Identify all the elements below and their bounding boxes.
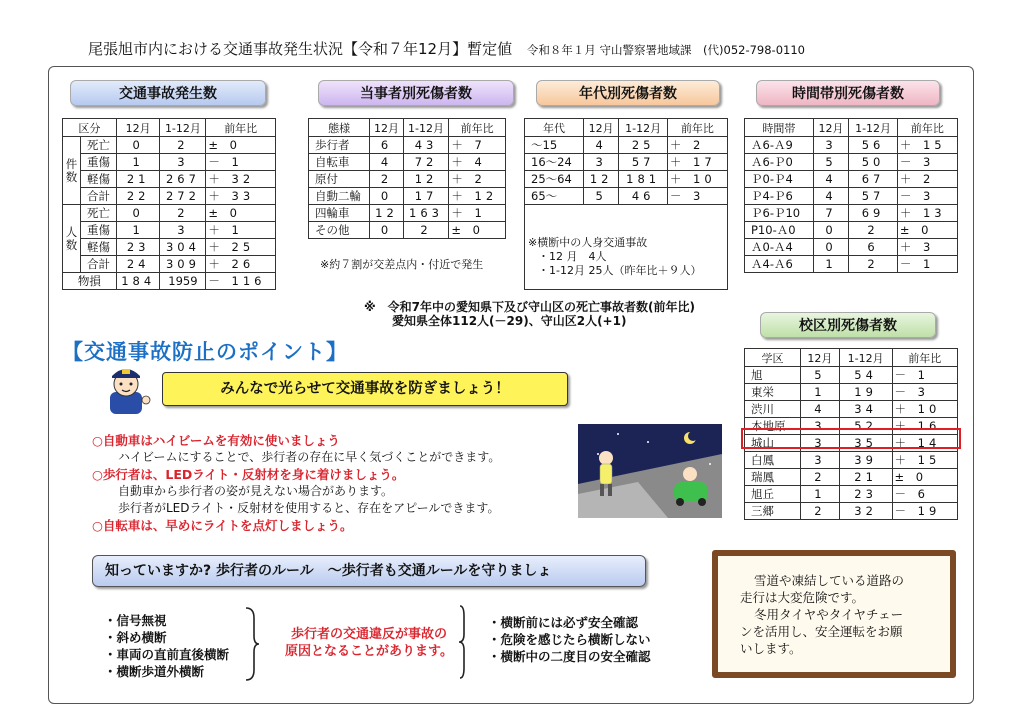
table-row [525, 137, 728, 154]
ytd-value: 54 [839, 367, 892, 384]
yoy-change: － 6 [892, 486, 957, 503]
ytd-value: 1959 [160, 273, 206, 290]
ytd-value: 272 [160, 188, 206, 205]
rule-item: ・横断中の二度目の安全確認 [488, 649, 651, 664]
table-row [309, 188, 506, 205]
yoy-change: － 3 [667, 188, 727, 205]
column-header: 区分 [63, 119, 117, 137]
yoy-change: ＋ 26 [206, 256, 276, 273]
row-label: 瑞鳳 [745, 469, 801, 486]
table-header-row [745, 349, 958, 367]
ytd-value: 2 [403, 222, 449, 239]
yoy-change: ± 0 [206, 205, 276, 222]
ytd-value: 12 [403, 171, 449, 188]
month-value: 1 [801, 384, 840, 401]
yoy-change: ＋ 25 [206, 239, 276, 256]
table-row [309, 137, 506, 154]
month-value: 184 [116, 273, 160, 290]
ytd-value: 56 [849, 137, 898, 154]
slogan-banner: みんなで光らせて交通事故を防ぎましょう！ [162, 372, 568, 406]
rule-item: ・横断前には必ず安全確認 [488, 615, 639, 630]
yoy-change: ＋ 33 [206, 188, 276, 205]
points-title: 【交通事故防止のポイント】 [62, 340, 348, 364]
yoy-change: － 19 [892, 503, 957, 520]
row-label: 死亡 [81, 205, 117, 222]
month-value: 4 [370, 154, 403, 171]
column-header: 12月 [813, 119, 849, 137]
column-header: 1-12月 [849, 119, 898, 137]
yoy-change: － 1 [897, 256, 957, 273]
column-header: 1-12月 [160, 119, 206, 137]
rules-banner: 知っていますか? 歩行者のルール ～歩行者も交通ルールを守りましょ [92, 555, 646, 587]
row-label: 重傷 [81, 222, 117, 239]
table-row [745, 401, 958, 418]
group-label: 人 数 [63, 205, 81, 273]
police-officer-illustration [100, 362, 152, 414]
ytd-value: 304 [160, 239, 206, 256]
table-row [525, 188, 728, 205]
yoy-change: ＋ 4 [449, 154, 506, 171]
month-value: 5 [583, 188, 619, 205]
column-header: 年代 [525, 119, 584, 137]
column-header: 態様 [309, 119, 370, 137]
table-row [745, 171, 958, 188]
night-road-illustration [578, 424, 722, 518]
row-label: Ｐ0-Ｐ4 [745, 171, 814, 188]
table-row [63, 256, 276, 273]
age-table [524, 118, 728, 205]
party-table [308, 118, 506, 239]
table-row [63, 188, 276, 205]
row-label: 歩行者 [309, 137, 370, 154]
winter-line: ンを活用し、安全運転をお願 [740, 624, 903, 639]
row-label: Ｐ6-Ｐ10 [745, 205, 814, 222]
yoy-change: ＋ 2 [897, 171, 957, 188]
ytd-value: 163 [403, 205, 449, 222]
yoy-change: ＋ 1 [449, 205, 506, 222]
yoy-change: ＋ 10 [667, 171, 727, 188]
winter-text [740, 572, 948, 657]
rule-item: ・斜め横断 [104, 630, 167, 645]
row-label: 軽傷 [81, 239, 117, 256]
ytd-value: 69 [849, 205, 898, 222]
month-value: 4 [583, 137, 619, 154]
month-value: 0 [370, 222, 403, 239]
month-value: 3 [801, 435, 840, 452]
yoy-change: ± 0 [897, 222, 957, 239]
page-title [88, 38, 805, 59]
yoy-change: ＋ 15 [892, 452, 957, 469]
month-value: 2 [801, 503, 840, 520]
month-value: 0 [813, 222, 849, 239]
row-label: 65～ [525, 188, 584, 205]
month-value: 1 [801, 486, 840, 503]
month-value: 1 [116, 222, 160, 239]
table-row [63, 171, 276, 188]
row-label: 原付 [309, 171, 370, 188]
table-row [309, 205, 506, 222]
ytd-value: 2 [160, 137, 206, 154]
ytd-value: 23 [839, 486, 892, 503]
column-header: 前年比 [449, 119, 506, 137]
row-label: 16～24 [525, 154, 584, 171]
row-label: 25～64 [525, 171, 584, 188]
month-value: 5 [801, 367, 840, 384]
month-value: 3 [813, 137, 849, 154]
ytd-value: 17 [403, 188, 449, 205]
yoy-change: ＋ 10 [892, 401, 957, 418]
title-text: 尾張旭市内における交通事故発生状況【令和７年12月】暫定値 [88, 40, 513, 58]
yoy-change: ＋ 17 [667, 154, 727, 171]
winter-line: 冬用タイヤやタイヤチェー [754, 607, 904, 622]
fatal-note-line1: ※ 令和7年中の愛知県下及び守山区の死亡事故者数(前年比) [364, 300, 695, 314]
right-brace [458, 604, 474, 680]
month-value: 22 [116, 188, 160, 205]
column-header: 1-12月 [619, 119, 667, 137]
row-label: 自転車 [309, 154, 370, 171]
month-value: 7 [813, 205, 849, 222]
age-note-title: ※横断中の人身交通事故 [528, 236, 648, 249]
rules-right-list [488, 614, 651, 665]
column-header: 前年比 [892, 349, 957, 367]
ytd-value: 3 [160, 154, 206, 171]
month-value: 23 [116, 239, 160, 256]
month-value: 2 [370, 171, 403, 188]
column-header: 12月 [801, 349, 840, 367]
table-row [745, 503, 958, 520]
rules-warning [264, 626, 474, 660]
month-value: 1 [116, 154, 160, 171]
age-note-line: ・12 月 4人 [538, 250, 607, 263]
ytd-value: 3 [160, 222, 206, 239]
row-label: 三郷 [745, 503, 801, 520]
ytd-value: 2 [160, 205, 206, 222]
month-value: 2 [801, 469, 840, 486]
month-value: 21 [116, 171, 160, 188]
table-row [745, 367, 958, 384]
row-label: 四輪車 [309, 205, 370, 222]
yoy-change: ＋ 7 [449, 137, 506, 154]
row-label: ～15 [525, 137, 584, 154]
month-value: 24 [116, 256, 160, 273]
row-label: 死亡 [81, 137, 117, 154]
row-label: 重傷 [81, 154, 117, 171]
tip-head: ○歩行者は、LEDライト・反射材を身に着けましょう。 [92, 467, 405, 482]
rule-item: ・信号無視 [104, 613, 167, 628]
row-label: その他 [309, 222, 370, 239]
age-note-line: ・1-12月 25人（昨年比＋９人） [538, 264, 702, 277]
ytd-value: 46 [619, 188, 667, 205]
party-note: ※約７割が交差点内・付近で発生 [320, 258, 484, 271]
table-row [63, 273, 276, 290]
table-row [309, 171, 506, 188]
table-row [745, 469, 958, 486]
age-note [528, 236, 724, 278]
row-label: Ｐ4-Ｐ6 [745, 188, 814, 205]
yoy-change: － 1 [206, 154, 276, 171]
yoy-change: ± 0 [206, 137, 276, 154]
month-value: 3 [801, 452, 840, 469]
ytd-value: 34 [839, 401, 892, 418]
yoy-change: ＋ 2 [449, 171, 506, 188]
yoy-change: － 1 [892, 367, 957, 384]
left-brace [244, 606, 260, 682]
table-row [63, 205, 276, 222]
table-row [63, 154, 276, 171]
table-row [745, 222, 958, 239]
winter-line: 走行は大変危険です。 [740, 590, 865, 605]
rule-item: ・危険を感じたら横断しない [488, 632, 651, 647]
month-value: 0 [116, 137, 160, 154]
tip-body: ハイビームにすることで、歩行者の存在に早く気づくことができます。 [118, 450, 501, 464]
month-value: 6 [370, 137, 403, 154]
row-label: Ａ6-Ａ9 [745, 137, 814, 154]
month-value: 1 [813, 256, 849, 273]
tip-body: 歩行者がLEDライト・反射材を使用すると、存在をアピールできます。 [118, 501, 500, 515]
yoy-change: ＋ 12 [449, 188, 506, 205]
yoy-change: ＋ 3 [897, 239, 957, 256]
row-label: 城山 [745, 435, 801, 452]
table-row [63, 137, 276, 154]
yoy-change: ± 0 [449, 222, 506, 239]
month-value: 4 [801, 401, 840, 418]
table-row [745, 188, 958, 205]
month-value: 12 [583, 171, 619, 188]
ytd-value: 19 [839, 384, 892, 401]
ytd-value: 43 [403, 137, 449, 154]
table-header-row [745, 119, 958, 137]
row-label: 本地原 [745, 418, 801, 435]
yoy-change: ＋ 13 [897, 205, 957, 222]
column-header: 前年比 [206, 119, 276, 137]
yoy-change: ＋ 15 [897, 137, 957, 154]
ytd-value: 2 [849, 222, 898, 239]
ytd-value: 50 [849, 154, 898, 171]
rule-item: ・車両の直前直後横断 [104, 647, 230, 662]
column-header: 1-12月 [403, 119, 449, 137]
ytd-value: 267 [160, 171, 206, 188]
ytd-value: 52 [839, 418, 892, 435]
row-label: 白鳳 [745, 452, 801, 469]
yoy-change: ± 0 [892, 469, 957, 486]
ytd-value: 39 [839, 452, 892, 469]
table-row [745, 137, 958, 154]
ytd-value: 21 [839, 469, 892, 486]
ytd-value: 32 [839, 503, 892, 520]
winter-notice [712, 550, 956, 678]
yoy-change: － 3 [897, 154, 957, 171]
yoy-change: ＋ 14 [892, 435, 957, 452]
month-value: 0 [813, 239, 849, 256]
ytd-value: 181 [619, 171, 667, 188]
ytd-value: 6 [849, 239, 898, 256]
month-value: 12 [370, 205, 403, 222]
table-row [745, 239, 958, 256]
ytd-value: 35 [839, 435, 892, 452]
month-value: 3 [583, 154, 619, 171]
yoy-change: ＋ 2 [667, 137, 727, 154]
month-value: 0 [116, 205, 160, 222]
table-header-row [309, 119, 506, 137]
fatal-note-line2: 愛知県全体112人(－29)、守山区2人(+1) [392, 314, 627, 328]
row-label: 軽傷 [81, 171, 117, 188]
row-label: 旭 [745, 367, 801, 384]
column-header: 12月 [583, 119, 619, 137]
yoy-change: ＋ 1 [206, 222, 276, 239]
row-label: 自動二輪 [309, 188, 370, 205]
table-row [525, 154, 728, 171]
yoy-change: ＋ 16 [892, 418, 957, 435]
row-label: Ａ4-Ａ6 [745, 256, 814, 273]
ytd-value: 309 [160, 256, 206, 273]
table-row [745, 154, 958, 171]
month-value: 3 [801, 418, 840, 435]
table-row [745, 205, 958, 222]
time-table [744, 118, 958, 273]
row-label: 東栄 [745, 384, 801, 401]
table-row [745, 486, 958, 503]
ytd-value: 57 [849, 188, 898, 205]
table-row [309, 222, 506, 239]
tip-head: ○自動車はハイビームを有効に使いましょう [92, 433, 340, 448]
month-value: 4 [813, 171, 849, 188]
column-header: 1-12月 [839, 349, 892, 367]
rules-left-list [104, 612, 229, 680]
warning-line: 歩行者の交通違反が事故の [290, 627, 447, 642]
column-header: 12月 [370, 119, 403, 137]
rule-item: ・横断歩道外横断 [104, 664, 205, 679]
row-label: 合計 [81, 188, 117, 205]
yoy-change: － 3 [892, 384, 957, 401]
row-label: P10-Ａ0 [745, 222, 814, 239]
row-label: 旭丘 [745, 486, 801, 503]
table-header-row [525, 119, 728, 137]
highlight-box [741, 428, 961, 449]
column-header: 時間帯 [745, 119, 814, 137]
month-value: 0 [370, 188, 403, 205]
yoy-change: ＋ 32 [206, 171, 276, 188]
age-title: 年代別死傷者数 [536, 80, 720, 106]
column-header: 学区 [745, 349, 801, 367]
table-row [745, 452, 958, 469]
column-header: 前年比 [667, 119, 727, 137]
column-header: 前年比 [897, 119, 957, 137]
tips-list [92, 432, 592, 534]
row-label: 物損 [63, 273, 117, 290]
school-title: 校区別死傷者数 [760, 312, 936, 338]
fatal-note [364, 300, 695, 328]
table-row [63, 222, 276, 239]
accidents-table [62, 118, 276, 290]
table-row [745, 256, 958, 273]
ytd-value: 72 [403, 154, 449, 171]
tip-head: ○自転車は、早めにライトを点灯しましょう。 [92, 518, 353, 533]
month-value: 5 [813, 154, 849, 171]
row-label: Ａ6-Ｐ0 [745, 154, 814, 171]
row-label: 渋川 [745, 401, 801, 418]
party-title: 当事者別死傷者数 [318, 80, 514, 106]
column-header: 12月 [116, 119, 160, 137]
row-label: 合計 [81, 256, 117, 273]
winter-line: 雪道や凍結している道路の [754, 573, 905, 588]
group-label: 件 数 [63, 137, 81, 205]
ytd-value: 57 [619, 154, 667, 171]
yoy-change: － 116 [206, 273, 276, 290]
row-label: Ａ0-Ａ4 [745, 239, 814, 256]
org-text: 令和８年１月 守山警察署地域課 (代)052-798-0110 [526, 43, 805, 57]
accidents-title: 交通事故発生数 [70, 80, 266, 106]
winter-line: いします。 [740, 641, 802, 656]
table-row [63, 239, 276, 256]
table-row [309, 154, 506, 171]
ytd-value: 67 [849, 171, 898, 188]
tip-body: 自動車から歩行者の姿が見えない場合があります。 [118, 484, 394, 498]
table-row [745, 384, 958, 401]
table-row [525, 171, 728, 188]
month-value: 4 [813, 188, 849, 205]
warning-line: 原因となることがあります。 [285, 644, 453, 659]
time-title: 時間帯別死傷者数 [756, 80, 940, 106]
ytd-value: 25 [619, 137, 667, 154]
yoy-change: － 3 [897, 188, 957, 205]
ytd-value: 2 [849, 256, 898, 273]
table-header-row [63, 119, 276, 137]
